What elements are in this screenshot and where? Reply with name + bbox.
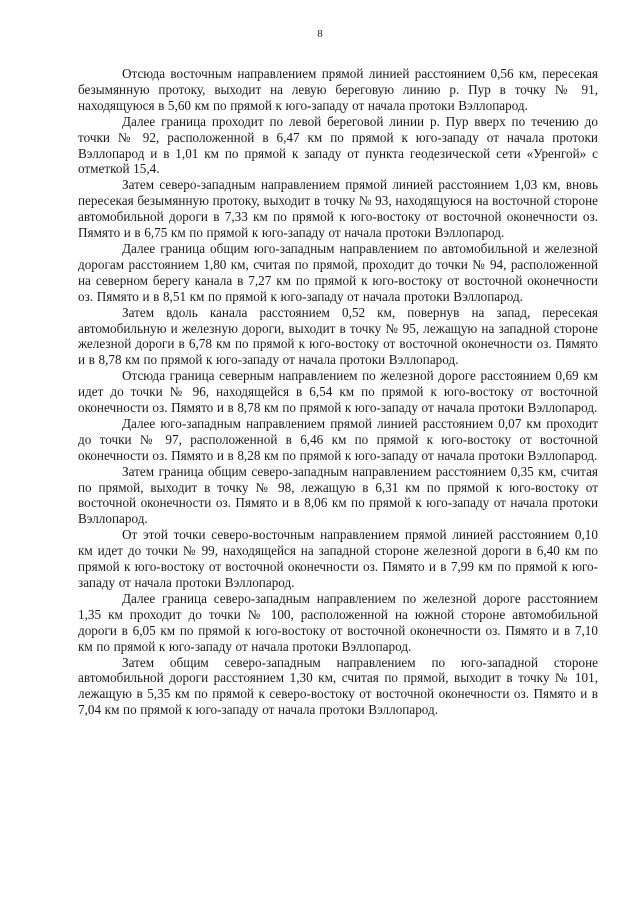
body-text: [78, 66, 598, 718]
paragraph-point-101: Затем общим северо-западным направлением по юго-западной стороне автомобильной дороги расстоянием 1,30 км, считая по прямой, выходит в точку № 101, лежащую в 5,35 км по прямой к северо-востоку от восточной оконечности оз. Пямято и в 7,04 км по прямой к юго-западу от начала протоки Вэллопарод.: [78, 654, 598, 718]
paragraph-point-91: Отсюда восточным направлением прямой линией расстоянием 0,56 км, пересекая безымянную протоку, выходит на левую береговую линию р. Пур в точку № 91, находящуюся в 5,60 км по прямой к юго-западу от начала протоки Вэллопарод.: [78, 66, 598, 113]
paragraph-point-100: Далее граница северо-западным направлением по железной дороге расстоянием 1,35 км проходит до точки № 100, расположенной на южной стороне автомобильной дороги в 6,05 км по прямой к юго-востоку от восточной оконечности оз. Пямято и в 7,10 км по прямой к юго-западу от начала протоки Вэллопарод.: [78, 590, 598, 654]
paragraph-point-97: Далее юго-западным направлением прямой линией расстоянием 0,07 км проходит до точки № 97, расположенной в 6,46 км по прямой к юго-востоку от восточной оконечности оз. Пямято и в 8,28 км по прямой к юго-западу от начала протоки Вэллопарод.: [78, 415, 598, 463]
paragraph-point-95: Затем вдоль канала расстоянием 0,52 км, повернув на запад, пересекая автомобильную и железную дороги, выходит в точку № 95, лежащую на западной стороне железной дороги в 6,78 км по прямой к юго-востоку от восточной оконечности оз. Пямято и в 8,78 км по прямой к юго-западу от начала протоки Вэллопарод.: [78, 304, 598, 368]
paragraph-point-94: Далее граница общим юго-западным направлением по автомобильной и железной дорогам расстоянием 1,80 км, считая по прямой, проходит до точки № 94, расположенной на северном берегу канала в 7,27 км по прямой к юго-востоку от восточной оконечности оз. Пямято и в 8,51 км по прямой к юго-западу от начала протоки Вэллопарод.: [78, 240, 598, 304]
paragraph-point-93: Затем северо-западным направлением прямой линией расстоянием 1,03 км, вновь пересекая безымянную протоку, выходит в точку № 93, находящуюся на восточной стороне автомобильной дороги в 7,33 км по прямой к юго-востоку от восточной оконечности оз. Пямято и в 6,75 км по прямой к юго-западу от начала протоки Вэллопарод.: [78, 177, 598, 241]
page-number: 8: [317, 28, 323, 40]
paragraph-point-98: Затем граница общим северо-западным направлением расстоянием 0,35 км, считая по прямой, выходит в точку № 98, лежащую в 6,31 км по прямой к юго-востоку от восточной оконечности оз. Пямято и в 8,06 км по прямой к юго-западу от начала протоки Вэллопарод.: [78, 463, 598, 527]
paragraph-point-96: Отсюда граница северным направлением по железной дороге расстоянием 0,69 км идет до точки № 96, находящейся в 6,54 км по прямой к юго-востоку от восточной оконечности оз. Пямято и в 8,78 км по прямой к юго-западу от начала протоки Вэллопарод.: [78, 368, 598, 416]
paragraph-point-99: От этой точки северо-восточным направлением прямой линией расстоянием 0,10 км идет до точки № 99, находящейся на западной стороне железной дороги в 6,40 км по прямой к юго-востоку от восточной оконечности оз. Пямято и в 7,99 км по прямой к юго-западу от начала протоки Вэллопарод.: [78, 527, 598, 590]
paragraph-point-92: Далее граница проходит по левой береговой линии р. Пур вверх по течению до точки № 92, расположенной в 6,47 км по прямой к юго-западу от начала протоки Вэллопарод и в 1,01 км по прямой к западу от пункта геодезической сети «Уренгой» с отметкой 15,4.: [78, 113, 598, 177]
